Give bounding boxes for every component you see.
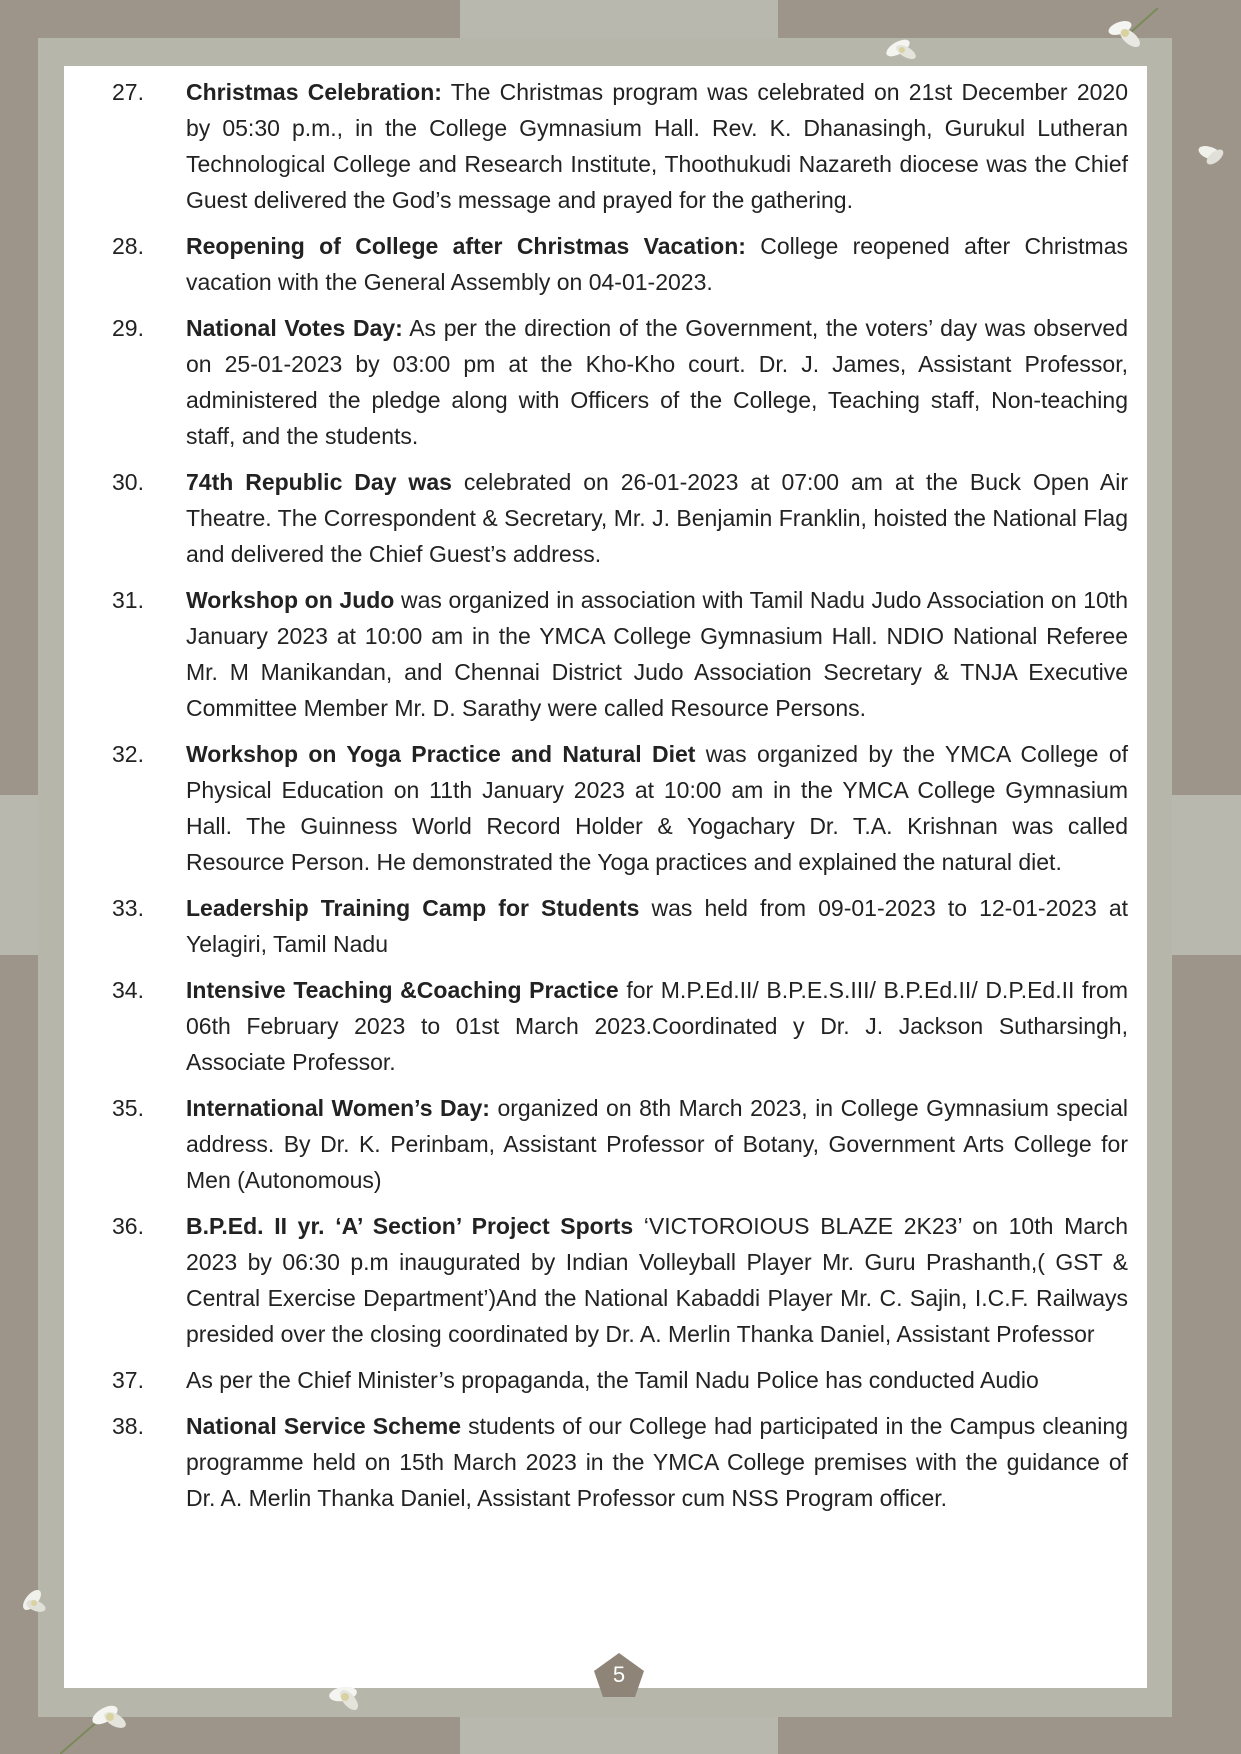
- item-number: 36.: [112, 1213, 144, 1239]
- item-text: [186, 582, 1128, 726]
- item-text: [186, 310, 1128, 454]
- item-body: College reopened after Christmas vacation with the General Assembly on 04-01-2023.: [186, 233, 1128, 295]
- item-body: celebrated on 26-01-2023 at 07:00 am at the Buck Open Air Theatre. The Correspondent & Secretary, Mr. J. Benjamin Franklin, hoisted the National Flag and delivered the Chief Guest’s address.: [186, 469, 1129, 567]
- page-number-badge: [592, 1651, 646, 1699]
- item-body: ‘VICTOROIOUS BLAZE 2K23’ on 10th March 2023 by 06:30 p.m inaugurated by Indian Volleyball Player Mr. Guru Prashanth,( GST & Central Exercise Department’)And the National Kabaddi Player Mr. C. Sajin, I.C.F. Railways presided over the closing coordinated by Dr. A. Merlin Thanka Daniel, Assistant Professor: [186, 1213, 1128, 1347]
- item-number: 31.: [112, 587, 144, 613]
- item-number: 27.: [112, 79, 144, 105]
- item-body: was organized in association with Tamil Nadu Judo Association on 10th January 2023 at 10:00 am in the YMCA College Gymnasium Hall. NDIO National Referee Mr. M Manikandan, and Chennai District Judo Association Secretary & TNJA Executive Committee Member Mr. D. Sarathy were called Resource Persons.: [186, 587, 1129, 721]
- flower-icon: [60, 1690, 150, 1754]
- item-body: was organized by the YMCA College of Physical Education on 11th January 2023 at 10:00 am in the YMCA College Gymnasium Hall. The Guinness World Record Holder & Yogachary Dr. T.A. Krishnan was called Resource Person. He demonstrated the Yoga practices and explained the natural diet.: [186, 741, 1128, 875]
- item-body: As per the Chief Minister’s propaganda, the Tamil Nadu Police has conducted Audio: [186, 1367, 1039, 1393]
- item-number: 29.: [112, 315, 144, 341]
- item-text: [186, 74, 1128, 218]
- item-body: The Christmas program was celebrated on 21st December 2020 by 05:30 p.m., in the College Gymnasium Hall. Rev. K. Dhanasingh, Gurukul Lutheran Technological College and Research Institute, Thoothukudi Nazareth diocese was the Chief Guest delivered the God’s message and prayed for the gathering.: [186, 79, 1128, 213]
- item-text: [186, 1208, 1128, 1352]
- item-number: 34.: [112, 977, 144, 1003]
- item-heading: Reopening of College after Christmas Vacation:: [186, 233, 746, 259]
- flower-icon: [8, 1580, 58, 1625]
- list-item: [112, 1408, 1128, 1516]
- item-body: As per the direction of the Government, the voters’ day was observed on 25-01-2023 by 03:00 pm at the Kho-Kho court. Dr. J. James, Assistant Professor, administered the pledge along with Officers of the College, Teaching staff, Non-teaching staff, and the students.: [186, 315, 1128, 449]
- item-number: 33.: [112, 895, 144, 921]
- item-heading: International Women’s Day:: [186, 1095, 490, 1121]
- list-item: [112, 1090, 1128, 1198]
- item-number: 30.: [112, 469, 144, 495]
- list-item: [112, 972, 1128, 1080]
- item-text: [186, 890, 1128, 962]
- item-body: students of our College had participated in the Campus cleaning programme held on 15th March 2023 in the YMCA College premises with the guidance of Dr. A. Merlin Thanka Daniel, Assistant Professor cum NSS Program officer.: [186, 1413, 1129, 1511]
- item-text: [186, 1090, 1128, 1198]
- list-item: [112, 736, 1128, 880]
- item-number: 35.: [112, 1095, 144, 1121]
- list-item: [112, 1208, 1128, 1352]
- item-body: was held from 09-01-2023 to 12-01-2023 at Yelagiri, Tamil Nadu: [186, 895, 1129, 957]
- item-heading: B.P.Ed. II yr. ‘A’ Section’ Project Sports: [186, 1213, 634, 1239]
- item-number: 28.: [112, 233, 144, 259]
- list-item: [112, 228, 1128, 300]
- item-number: 32.: [112, 741, 144, 767]
- item-heading: Intensive Teaching &Coaching Practice: [186, 977, 619, 1003]
- item-heading: 74th Republic Day was: [186, 469, 452, 495]
- item-number: 38.: [112, 1413, 144, 1439]
- item-heading: National Votes Day:: [186, 315, 403, 341]
- item-text: [186, 1362, 1128, 1398]
- item-text: [186, 1408, 1128, 1516]
- flower-icon: [315, 1670, 375, 1720]
- list-item: [112, 1362, 1128, 1398]
- flower-icon: [1100, 8, 1160, 58]
- item-body: for M.P.Ed.II/ B.P.E.S.III/ B.P.Ed.II/ D.P.Ed.II from 06th February 2023 to 01st March 2023.Coordinated y Dr. J. Jackson Sutharsingh, Associate Professor.: [186, 977, 1129, 1075]
- item-heading: Workshop on Judo: [186, 587, 395, 613]
- page-number: 5: [612, 1662, 626, 1687]
- item-text: [186, 972, 1128, 1080]
- list-item: [112, 582, 1128, 726]
- event-list: [112, 74, 1128, 1526]
- item-heading: Leadership Training Camp for Students: [186, 895, 640, 921]
- list-item: [112, 464, 1128, 572]
- item-text: [186, 464, 1128, 572]
- list-item: [112, 310, 1128, 454]
- flower-icon: [878, 30, 928, 70]
- item-heading: Christmas Celebration:: [186, 79, 442, 105]
- item-text: [186, 736, 1128, 880]
- list-item: [112, 74, 1128, 218]
- list-item: [112, 890, 1128, 962]
- item-body: organized on 8th March 2023, in College Gymnasium special address. By Dr. K. Perinbam, Assistant Professor of Botany, Government Arts College for Men (Autonomous): [186, 1095, 1129, 1193]
- item-heading: National Service Scheme: [186, 1413, 462, 1439]
- item-text: [186, 228, 1128, 300]
- item-number: 37.: [112, 1367, 144, 1393]
- flower-icon: [1190, 135, 1235, 175]
- item-heading: Workshop on Yoga Practice and Natural Diet: [186, 741, 696, 767]
